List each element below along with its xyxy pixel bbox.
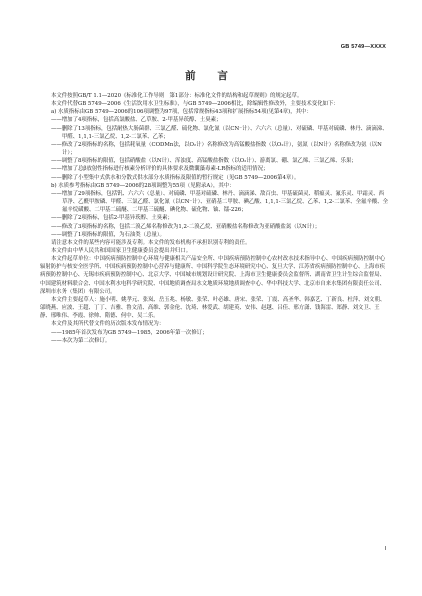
paragraph: 本文件主要起草人：施小明、姚孝元、张岚、岳玉兆、杨敏、张荣、叶必雄、唐宋、张荣、丁震、高圣华、韩嘉艺、丁新良、杜萍、刘文朝、邬晓燕、应波、王超、丁丁、吉雅、鲁文清、高维、郭金伦、沈琦、林爱武、胡建英、安伟、赵越、吕佳、邢方潇、钱海雷、郑静、刘文卫、王静、邢唯伟、李霞、徐帅、隋德、何中、吴二乐。	[40, 296, 386, 320]
standard-number: GB 5749—XXXX	[340, 44, 386, 50]
list-item: ——删除了13项指标，包括耐热大肠菌群、三氯乙醛、硫化物、氯化氰（以CN⁻计）、六六六（总量）、对硫磷、甲基对硫磷、林丹、滴滴涕、甲醛、1,1,1-三氯乙烷、1,2-二氯苯、乙苯；	[51, 125, 388, 140]
page-number: I	[384, 546, 386, 552]
document-body	[40, 92, 388, 345]
list-item: ——增加了总β放射性指标进行核素分析评价的具体要求及微囊藻毒素-LR指标的适用情况；	[51, 166, 269, 173]
paragraph: 本文件由中华人民共和国国家卫生健康委员会提出并归口。	[51, 247, 192, 254]
paragraph: b) 水质参考指标由GB 5749—2006的28项调整为55项（见附录A），其中：	[51, 182, 235, 189]
list-item: ——1985年首次发布为GB 5749—1985，2006年第一次修订；	[51, 329, 208, 336]
paragraph: 本文件起草单位：中国疾病预防控制中心环境与健康相关产品安全所、中国疾病预防控制中心农村改水技术指导中心、中国疾病预防控制中心辐射防护与核安全医学所、中国疾病预防控制中心营养与健康所、中国科学院生态环境研究中心、复旦大学、江苏省疾病预防控制中心、上海市疾病预防控制中心、无锡市疾病预防控制中心、北京大学、中国城市规划设计研究院、上海市卫生健康委员会监督所、湖南省卫生计生综合监督局、中国建筑材料联合会、中国水利水电科学研究院、中国地质调查局水文地质环境地质调查中心、华中科技大学、北京市自来水集团有限责任公司、深圳市水务（集团）有限公司。	[40, 256, 386, 295]
list-item: ——修改了3项指标的名称，包括二溴乙烯名称修改为1,2-二溴乙烷、亚硝酸盐名称修改为亚硝酸盐氮（以N计）；	[51, 223, 321, 230]
paragraph: 请注意本文件的某些内容可能涉及专利。本文件的发布机构不承担识别专利的责任。	[51, 239, 251, 246]
paragraph: 本文件及其所代替文件的历次版本发布情况为：	[51, 321, 165, 328]
list-item: ——修改了2项指标的名称，包括耗氧量（CODMn法，以O₂计）名称修改为高锰酸盐指数（以O₂计），氨氮（以N计）名称修改为氨（以N计）；	[51, 141, 382, 157]
paragraph: a) 水质指标由GB 5749—2006的106项调整为97项，包括常规指标43项和扩展指标54项(见第4章)，其中：	[51, 109, 312, 116]
list-item: ——删除了2项指标，包括2-甲基异莰醇、土臭素；	[51, 215, 173, 222]
list-item: ——本次为第二次修订。	[51, 337, 111, 344]
list-item: ——增加了29项指标，包括钒、六六六（总量）、对硫磷、甲基对硫磷、林丹、滴滴涕、敌百虫、甲基硫菌灵、稻瘟灵、氟乐灵、甲霜灵、西草净、乙酰甲胺磷、甲醛、三氯乙醛、氯化氰（以CN⁻计）、亚硝基二甲胺、碘乙酸、1,1,1-三氯乙烷、乙苯、1,2-二氯苯、全氟辛酸、全氟辛烷磺酸、二甲基二硫醚、二甲基三硫醚、碘化物、硫化物、铀、镭-226；	[51, 190, 389, 214]
list-item: ——增加了4项指标，包括高氯酸盐、乙草胺、2-甲基异莰醇、土臭素；	[51, 117, 222, 124]
paragraph: 本文件按照GB/T 1.1—2020《标准化工作导则 第1部分：标准化文件的结构和起草规则》的规定起草。	[51, 93, 303, 99]
list-item: ——调整了8项指标的限值，包括硝酸盐（以N计）、浑浊度、高锰酸盐指数（以O₂计）、游离氯、硼、氯乙烯、三氯乙烯、乐果；	[51, 158, 357, 165]
list-item: ——调整了1项指标的限值，为石油类（总量）。	[51, 231, 165, 238]
paragraph: 本文件代替GB 5749—2006《生活饮用水卫生标准》，与GB 5749—2006相比，除编辑性修改外，主要技术变化如下：	[51, 101, 339, 108]
page-title: 前 言	[185, 70, 237, 82]
list-item: ——删除了小型集中式供水和分散式供水部分水质指标及限值的暂行规定（见GB 5749—2006第4章）。	[51, 174, 300, 181]
